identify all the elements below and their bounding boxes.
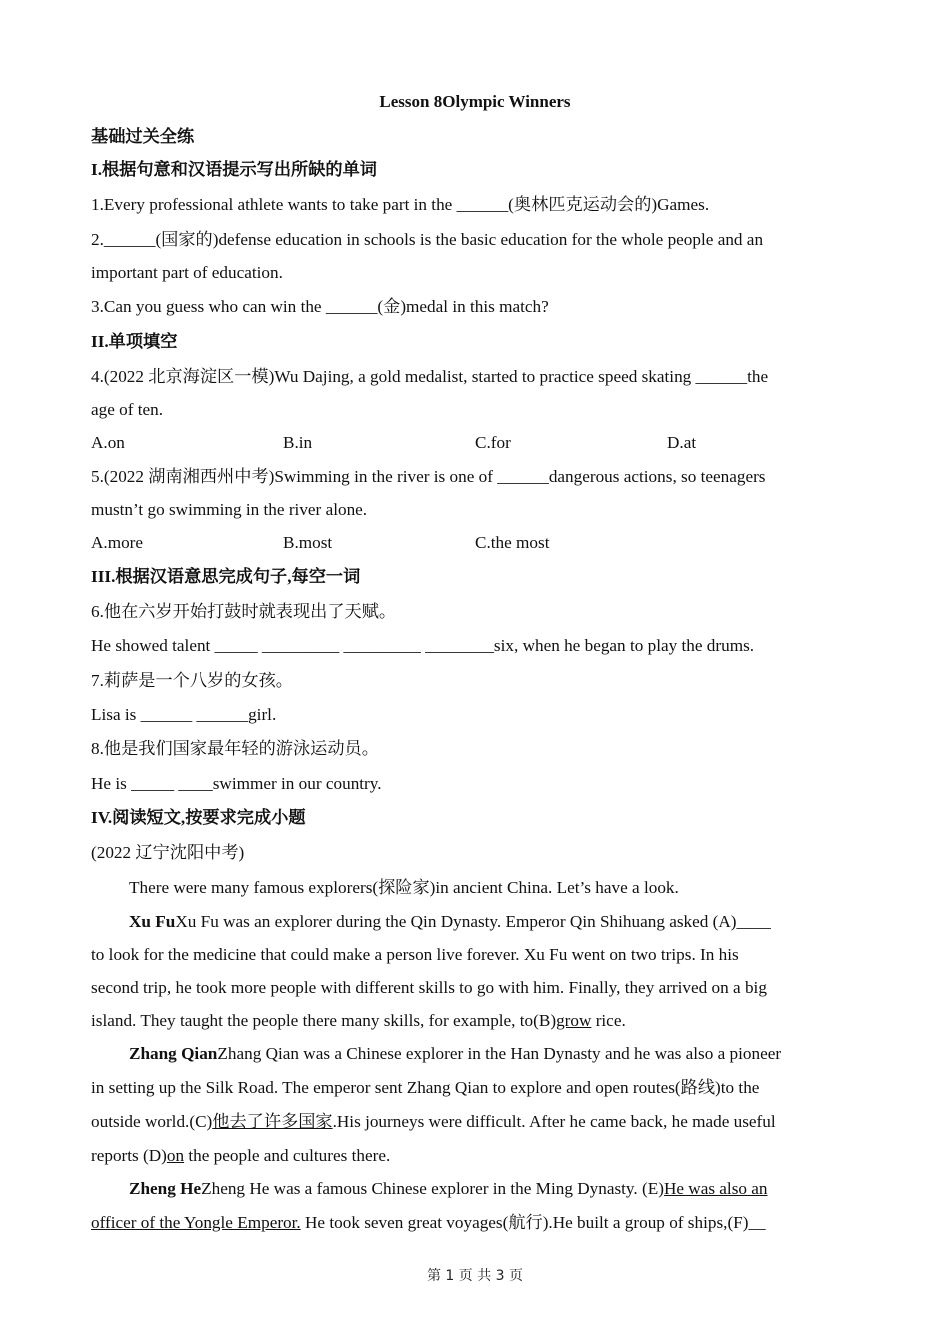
- passage-text: island. They taught the people there many skills, for example, to(B): [91, 1011, 557, 1030]
- question-5-options: [91, 532, 549, 554]
- passage-text: outside world.(C): [91, 1112, 213, 1131]
- question-7-english: Lisa is ______ ______girl.: [91, 705, 277, 724]
- passage-text: reports (D): [91, 1146, 167, 1165]
- passage-text: Zhang Qian was a Chinese explorer in the Han Dynasty and he was also a pioneer: [217, 1044, 782, 1063]
- question-5-line-2: mustn’t go swimming in the river alone.: [91, 500, 368, 519]
- passage-text: rice.: [591, 1011, 626, 1030]
- option-a: A.more: [91, 533, 144, 552]
- question-3: 3.Can you guess who can win the ______(金)medal in this match?: [91, 297, 549, 316]
- passage-source: (2022 辽宁沈阳中考): [91, 843, 245, 862]
- section-heading-3: III.根据汉语意思完成句子,每空一词: [91, 567, 361, 586]
- passage-text: the people and cultures there.: [184, 1146, 391, 1165]
- question-4-line-1: 4.(2022 北京海淀区一模)Wu Dajing, a gold medalist, started to practice speed skating ______the: [91, 367, 769, 386]
- passage-xu-fu-line-2: to look for the medicine that could make a person live forever. Xu Fu went on two trips. In his: [91, 945, 739, 964]
- passage-xu-fu-line-4: [91, 1010, 626, 1032]
- option-a: A.on: [91, 433, 125, 452]
- lesson-title: Lesson 8Olympic Winners: [379, 92, 571, 111]
- passage-zheng-he-line-2: [91, 1212, 766, 1234]
- underlined-word: on: [166, 1146, 185, 1165]
- question-8-chinese: 8.他是我们国家最年轻的游泳运动员。: [91, 739, 379, 758]
- passage-text: He took seven great voyages(航行).He built a group of ships,(F)__: [300, 1213, 766, 1232]
- passage-zhang-qian-line-1: [129, 1043, 781, 1065]
- question-6-english: He showed talent _____ _________ _________ ________six, when he began to play the drums.: [91, 636, 755, 655]
- underlined-word: grow: [556, 1011, 592, 1030]
- question-7-chinese: 7.莉萨是一个八岁的女孩。: [91, 671, 293, 690]
- passage-intro: There were many famous explorers(探险家)in ancient China. Let’s have a look.: [129, 878, 679, 897]
- underlined-sentence: He was also an: [663, 1179, 768, 1198]
- passage-xu-fu-line-3: second trip, he took more people with different skills to go with him. Finally, they arrived on a big: [91, 978, 767, 997]
- question-6-chinese: 6.他在六岁开始打鼓时就表现出了天赋。: [91, 602, 397, 621]
- option-c: C.the most: [475, 533, 550, 552]
- question-5-line-1: 5.(2022 湖南湘西州中考)Swimming in the river is one of ______dangerous actions, so teenagers: [91, 467, 766, 486]
- section-heading-4: IV.阅读短文,按要求完成小题: [91, 808, 306, 827]
- paragraph-heading: Zhang Qian: [129, 1044, 218, 1063]
- question-4-options: [91, 432, 696, 454]
- question-2-line-2: important part of education.: [91, 263, 283, 282]
- underlined-phrase: 他去了许多国家: [212, 1112, 333, 1131]
- passage-xu-fu-line-1: [129, 911, 771, 933]
- question-1: 1.Every professional athlete wants to take part in the ______(奥林匹克运动会的)Games.: [91, 195, 710, 214]
- option-c: C.for: [475, 433, 511, 452]
- section-heading-main: 基础过关全练: [91, 127, 195, 146]
- page-number: 第 1 页 共 3 页: [426, 1268, 524, 1284]
- question-8-english: He is _____ ____swimmer in our country.: [91, 774, 382, 793]
- option-b: B.most: [283, 533, 333, 552]
- underlined-sentence: officer of the Yongle Emperor.: [91, 1213, 301, 1232]
- paragraph-heading: Zheng He: [129, 1179, 202, 1198]
- question-4-line-2: age of ten.: [91, 400, 164, 419]
- passage-text: .His journeys were difficult. After he came back, he made useful: [332, 1112, 776, 1131]
- passage-zhang-qian-line-3: [91, 1111, 776, 1133]
- section-heading-1: I.根据句意和汉语提示写出所缺的单词: [91, 160, 377, 179]
- passage-text: Xu Fu was an explorer during the Qin Dynasty. Emperor Qin Shihuang asked (A)____: [175, 912, 771, 931]
- passage-zhang-qian-line-4: [91, 1145, 390, 1167]
- passage-zhang-qian-line-2: in setting up the Silk Road. The emperor sent Zhang Qian to explore and open routes(路线)to the: [91, 1078, 760, 1097]
- option-b: B.in: [283, 433, 313, 452]
- question-2-line-1: 2.______(国家的)defense education in schools is the basic education for the whole people and an: [91, 230, 764, 249]
- section-heading-2: II.单项填空: [91, 332, 178, 351]
- passage-text: Zheng He was a famous Chinese explorer in the Ming Dynasty. (E): [201, 1179, 664, 1198]
- passage-zheng-he-line-1: [129, 1178, 768, 1200]
- paragraph-heading: Xu Fu: [129, 912, 176, 931]
- option-d: D.at: [667, 433, 697, 452]
